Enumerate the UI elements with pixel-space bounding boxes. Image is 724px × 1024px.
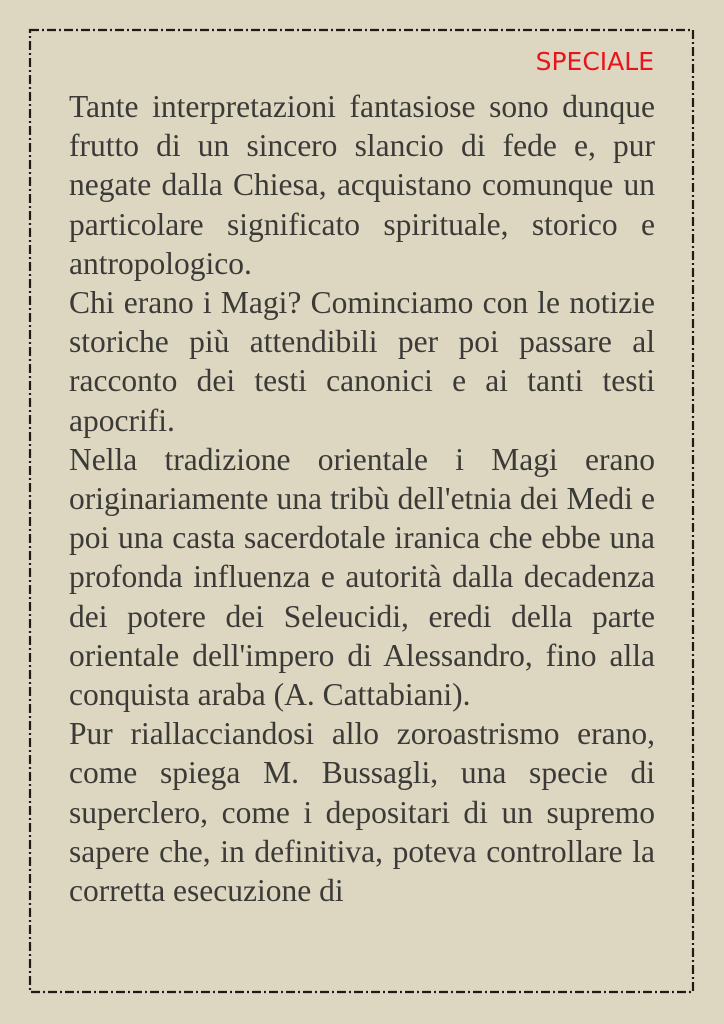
paragraph-1: Tante interpretazioni fantasiose sono dunque frutto di un sincero slancio di fede e, pur negate dalla Chiesa, acquistano comunque un particolare significato spirituale, storico e antropologico. [69, 89, 655, 281]
dash-dot-border-frame [29, 29, 694, 993]
article-body [69, 87, 655, 910]
paragraph-3: Nella tradizione orientale i Magi erano originariamente una tribù dell'etnia dei Medi e poi una casta sacerdotale iranica che ebbe una profonda influenza e autorità dalla decadenza dei potere dei Seleucidi, eredi della parte orientale dell'impero di Alessandro, fino alla conquista araba (A. Cattabiani). [69, 441, 655, 713]
paragraph-2: Chi erano i Magi? Cominciamo con le notizie storiche più attendibili per poi passare al racconto dei testi canonici e ai tanti testi apocrifi. [69, 285, 655, 438]
paragraph-4: Pur riallacciandosi allo zoroastrismo erano, come spiega M. Bussagli, una specie di superclero, come i depositari di un supremo sapere che, in definitiva, poteva controllare la corretta esecuzione di [69, 716, 655, 909]
section-label: SPECIALE [535, 47, 654, 76]
